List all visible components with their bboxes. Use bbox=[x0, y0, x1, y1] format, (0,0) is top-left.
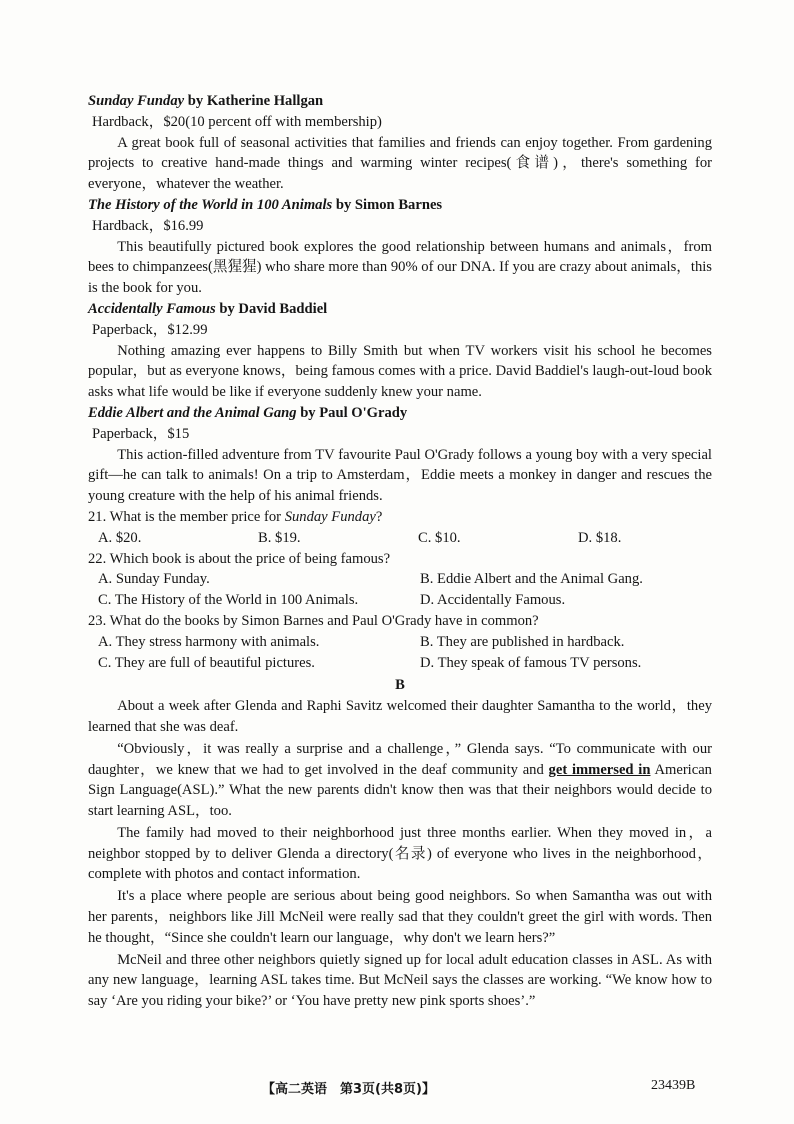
option-d: D. They speak of famous TV persons. bbox=[420, 654, 642, 671]
book-author: by Paul O'Grady bbox=[300, 404, 408, 421]
option-d: D. $18. bbox=[578, 529, 622, 546]
underlined-phrase: get immersed in bbox=[548, 761, 651, 778]
question-22-options bbox=[88, 569, 712, 611]
book-description: This action-filled adventure from TV favourite Paul O'Grady follows a young boy with a very special gift—he can talk to animals! On a trip to Amsterdam，Eddie meets a monkey in danger and rescues the young creature with the help of his animal friends. bbox=[88, 446, 712, 505]
book-title: Sunday Funday bbox=[88, 93, 185, 109]
question-23-options bbox=[88, 632, 712, 674]
page-content bbox=[88, 91, 712, 1012]
option-b: B. $19. bbox=[258, 529, 301, 546]
option-c: C. The History of the World in 100 Animals. bbox=[98, 592, 359, 609]
option-b: B. Eddie Albert and the Animal Gang. bbox=[420, 571, 643, 588]
option-b: B. They are published in hardback. bbox=[420, 633, 625, 650]
book-author: by David Baddiel bbox=[219, 300, 328, 317]
book-author: by Katherine Hallgan bbox=[187, 93, 324, 109]
book-description: This beautifully pictured book explores the good relationship between humans and animals，from bees to chimpanzees(黑猩猩) who share more than 90% of our DNA. If you are crazy about animals，this is the book for you. bbox=[88, 238, 712, 297]
footer-code: 23439B bbox=[651, 1078, 696, 1093]
q21-stem-pre: 21. What is the member price for bbox=[88, 508, 285, 525]
book-price: Hardback，$20(10 percent off with membership) bbox=[92, 113, 382, 130]
page-footer bbox=[0, 1076, 794, 1100]
book-title-line bbox=[88, 91, 712, 112]
book-price: Paperback，$12.99 bbox=[92, 321, 208, 338]
passage-paragraph: About a week after Glenda and Raphi Savitz welcomed their daughter Samantha to the world，they learned that she was deaf. bbox=[88, 698, 712, 735]
book-author: by Simon Barnes bbox=[335, 196, 443, 213]
passage-paragraph: The family had moved to their neighborhood just three months earlier. When they moved in，a neighbor stopped by to deliver Glenda a directory(名录) of everyone who lives in the neighborhood，complete with photos and contact information. bbox=[88, 824, 712, 883]
book-title: Eddie Albert and the Animal Gang bbox=[88, 404, 297, 421]
p2-pre: “Obviously，it was really a surprise and a challenge，” Glenda says. “To communicate with our daughter，we knew that we had to get involved in the deaf community and bbox=[88, 740, 712, 778]
book-price: Paperback，$15 bbox=[92, 425, 190, 442]
passage-paragraph bbox=[88, 739, 712, 822]
p2-post: American Sign Language(ASL).” What the new parents didn't know then was that their neighbors would decide to start learning ASL，too. bbox=[88, 761, 712, 820]
option-a: A. Sunday Funday. bbox=[98, 571, 210, 588]
book-title: The History of the World in 100 Animals bbox=[88, 196, 333, 213]
option-d: D. Accidentally Famous. bbox=[420, 592, 566, 609]
book-title-line bbox=[88, 195, 712, 216]
q21-stem-em: Sunday Funday bbox=[284, 508, 376, 525]
option-c: C. They are full of beautiful pictures. bbox=[98, 654, 315, 671]
footer-label: 【高二英语 第3页(共8页)】 bbox=[262, 1082, 435, 1097]
passage-paragraph: It's a place where people are serious about being good neighbors. So when Samantha was out with her parents，neighbors like Jill McNeil were really sad that they couldn't greet the girl with words. Then he thought，“Since she couldn't learn our language，why don't we learn hers?” bbox=[88, 888, 712, 946]
book-description: A great book full of seasonal activities that families and friends can enjoy together. From gardening projects to creative hand-made things and warming winter recipes(食谱)，there's something for everyone，whatever the weather. bbox=[88, 134, 712, 193]
book-description: Nothing amazing ever happens to Billy Smith but when TV workers visit his school he becomes popular，but as everyone knows，being famous comes with a price. David Baddiel's laugh-out-loud book asks what life would be like if everyone suddenly knew your name. bbox=[88, 342, 712, 401]
option-a: A. They stress harmony with animals. bbox=[98, 633, 320, 650]
book-price: Hardback，$16.99 bbox=[92, 217, 204, 234]
section-heading: B bbox=[395, 677, 405, 694]
question-23-stem: 23. What do the books by Simon Barnes and Paul O'Grady have in common? bbox=[88, 612, 539, 629]
option-a: A. $20. bbox=[98, 529, 142, 546]
question-22-stem: 22. Which book is about the price of being famous? bbox=[88, 550, 391, 567]
book-title: Accidentally Famous bbox=[88, 300, 216, 317]
passage-paragraph: McNeil and three other neighbors quietly signed up for local adult education classes in ASL. As with any new language，learning ASL takes time. But McNeil says the classes are working. “We know how to say ‘Are you riding your bike?’ or ‘You have pretty new pink sports shoes’.” bbox=[88, 951, 712, 1010]
book-title-line bbox=[88, 299, 712, 320]
question-21-options bbox=[88, 528, 712, 549]
question-21-stem bbox=[88, 507, 712, 528]
option-c: C. $10. bbox=[418, 529, 461, 546]
book-title-line bbox=[88, 403, 712, 424]
q21-stem-post: ? bbox=[375, 508, 383, 525]
